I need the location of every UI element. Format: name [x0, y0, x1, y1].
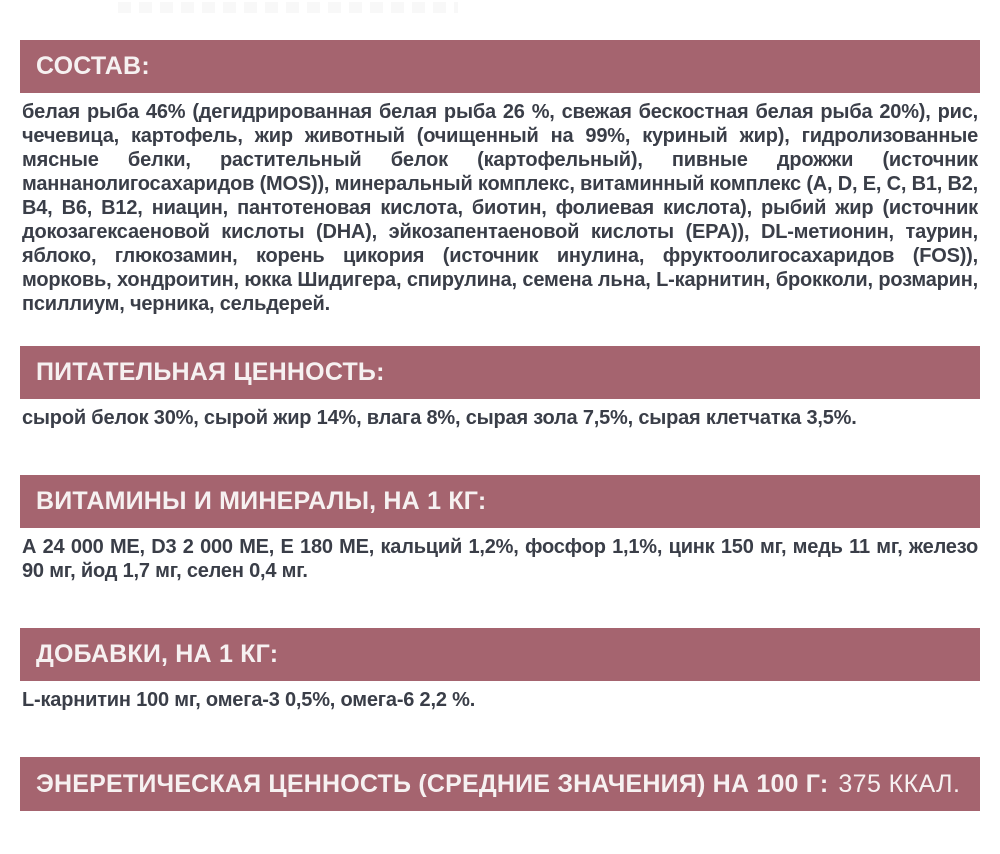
energy-value: 375 ККАЛ.: [838, 769, 961, 798]
additives-header-bar: [20, 628, 980, 681]
cropped-text-artifact: [118, 2, 458, 13]
vitamins-header-bar: [20, 475, 980, 528]
energy-value-bar: [20, 757, 980, 811]
section-vitamins-minerals: [20, 475, 980, 583]
vitamins-title: ВИТАМИНЫ И МИНЕРАЛЫ, НА 1 КГ:: [36, 487, 487, 515]
composition-header-bar: [20, 40, 980, 93]
section-nutrition: [20, 346, 980, 430]
vitamins-text: А 24 000 МЕ, D3 2 000 МЕ, Е 180 МЕ, кальций 1,2%, фосфор 1,1%, цинк 150 мг, медь 11 мг, железо 90 мг, йод 1,7 мг, селен 0,4 мг.: [22, 536, 978, 582]
composition-text: белая рыба 46% (дегидрированная белая рыба 26 %, свежая бескостная белая рыба 20%), рис, чечевица, картофель, жир животный (очищенный на 99%, куриный жир), гидролизованные мясные белки, растительный белок (картофельный), пивные дрожжи (источник маннанолигосахаридов (MOS)), минеральный комплекс, витаминный комплекс (A, D, E, C, B1, B2, B4, B6, B12, ниацин, пантотеновая кислота, биотин, фолиевая кислота), рыбий жир (источник докозагексаеновой кислоты (DHA), эйкозапентаеновой кислоты (EPA)), DL-метионин, таурин, яблоко, глюкозамин, корень цикория (источник инулина, фруктоолигосахаридов (FOS)), морковь, хондроитин, юкка Шидигера, спирулина, семена льна, L-карнитин, брокколи, розмарин, псиллиум, черника, сельдерей.: [22, 101, 978, 315]
nutrition-title: ПИТАТЕЛЬНАЯ ЦЕННОСТЬ:: [36, 358, 385, 386]
additives-title: ДОБАВКИ, НА 1 КГ:: [36, 640, 279, 668]
composition-title: СОСТАВ:: [36, 52, 150, 80]
content-area: [0, 40, 1000, 811]
nutrition-text: сырой белок 30%, сырой жир 14%, влага 8%, сырая зола 7,5%, сырая клетчатка 3,5%.: [22, 407, 857, 429]
section-composition: [20, 40, 980, 316]
additives-text: L-карнитин 100 мг, омега-3 0,5%, омега-6 2,2 %.: [22, 689, 476, 711]
nutrition-header-bar: [20, 346, 980, 399]
energy-label: ЭНЕРЕТИЧЕСКАЯ ЦЕННОСТЬ (СРЕДНИЕ ЗНАЧЕНИЯ) НА 100 Г:: [36, 769, 829, 798]
section-additives: [20, 628, 980, 712]
